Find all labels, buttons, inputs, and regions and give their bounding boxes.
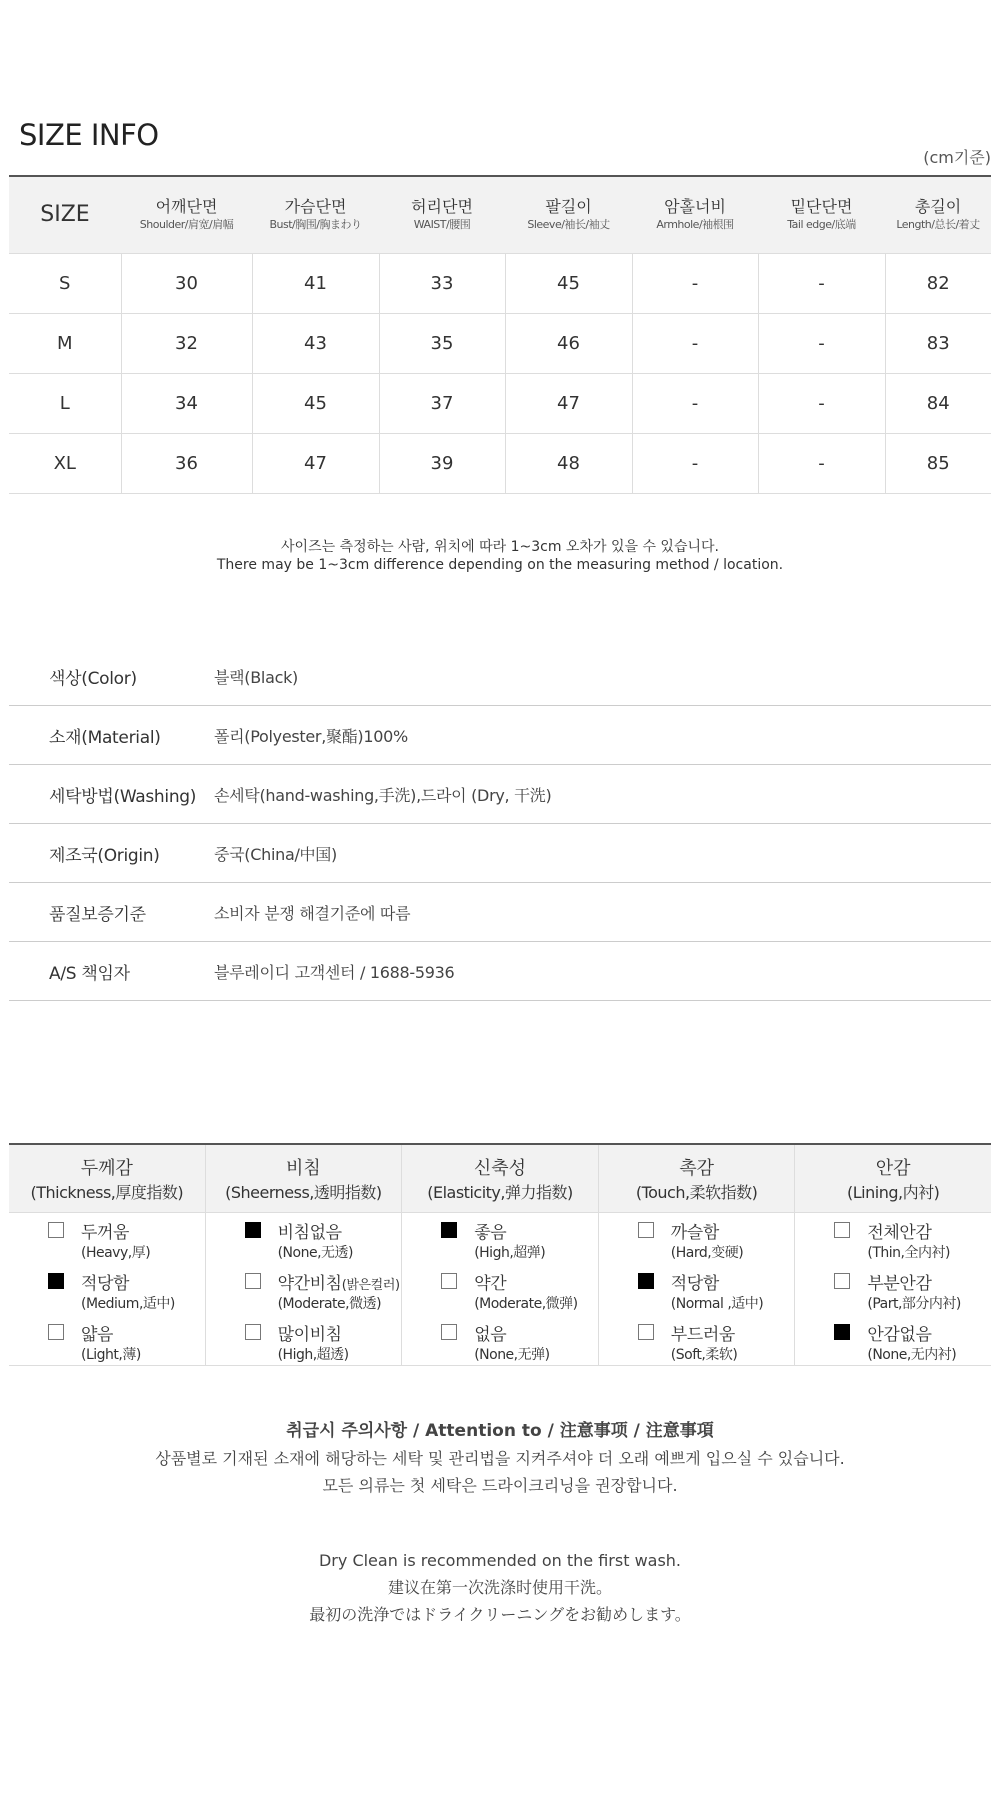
attr-option [9,1315,205,1366]
table-row [9,313,991,373]
info-row-washing [9,765,991,824]
option-sub: (High,超弹) [474,1245,546,1261]
checkbox-icon [245,1324,261,1340]
option-sub: (Thin,全内衬) [867,1245,950,1261]
attr-option [402,1264,598,1315]
fabric-attributes-table [9,1143,991,1366]
attr-col-lining [794,1213,991,1366]
size-table-header [9,176,991,253]
option-sub: (Normal ,适中) [670,1296,764,1312]
attr-option [9,1213,205,1264]
attr-option [402,1315,598,1366]
table-cell: - [632,313,758,373]
option-label: 안감없음 [867,1325,932,1345]
dry-clean-ja: 最初の洗浄ではドライクリーニングをお勧めします。 [309,1605,691,1624]
table-cell: - [632,253,758,313]
option-sub: (High,超透) [277,1347,349,1363]
measurement-note-ko: 사이즈는 측정하는 사람, 위치에 따라 1~3cm 오차가 있을 수 있습니다. [281,539,719,555]
header-size: SIZE [9,176,121,253]
attr-option [206,1264,402,1315]
table-cell: 34 [121,373,252,433]
checkbox-icon [441,1324,457,1340]
header-bust: 가슴단면 Bust/胸围/胸まわり [252,176,379,253]
dry-clean-note [0,1547,1000,1628]
option-label: 약간 [474,1274,507,1294]
attr-col-elasticity [401,1213,598,1366]
checkbox-icon [638,1222,654,1238]
option-sub: (Soft,柔软) [670,1347,738,1363]
info-key: 품질보증기준 [49,904,146,925]
info-row-origin [9,824,991,883]
dry-clean-en: Dry Clean is recommended on the first wash. [318,1551,682,1570]
attr-option [9,1264,205,1315]
header-length: 총길이 Length/总长/着丈 [885,176,991,253]
option-sub: (Light,薄) [81,1347,141,1363]
table-cell: - [632,433,758,493]
attr-header-touch: 촉감 (Touch,柔软指数) [598,1145,795,1212]
option-label: 좋음 [474,1223,507,1243]
info-key: 제조국(Origin) [49,845,160,866]
table-cell: 39 [379,433,505,493]
option-label: 많이비침 [277,1325,342,1345]
option-sub: (Medium,适中) [81,1296,175,1312]
attr-option [402,1213,598,1264]
option-label: 까슬함 [670,1223,719,1243]
table-cell: 45 [505,253,632,313]
table-cell: 30 [121,253,252,313]
info-key: A/S 책임자 [49,963,130,984]
table-cell: 33 [379,253,505,313]
option-label: 없음 [474,1325,507,1345]
attr-header-sheerness: 비침 (Sheerness,透明指数) [205,1145,402,1212]
header-waist: 허리단면 WAIST/腰围 [379,176,505,253]
table-cell: 47 [505,373,632,433]
dry-clean-zh: 建议在第一次洗涤时使用干洗。 [387,1578,612,1597]
attr-header-elasticity: 신축성 (Elasticity,弹力指数) [401,1145,598,1212]
table-cell: - [758,373,885,433]
option-label: 얇음 [81,1325,114,1345]
checkbox-icon [245,1273,261,1289]
measurement-note-en: There may be 1~3cm difference depending on the measuring method / location. [216,557,784,573]
attr-option [599,1213,795,1264]
table-row [9,253,991,313]
checkbox-icon [834,1222,850,1238]
table-cell: 37 [379,373,505,433]
checkbox-icon [48,1222,64,1238]
info-row-material [9,706,991,765]
info-value: 손세탁(hand-washing,手洗),드라이 (Dry, 干洗) [214,785,552,805]
care-heading: 취급시 주의사항 / Attention to / 注意事项 / 注意事項 [286,1421,714,1441]
attr-header-lining: 안감 (Lining,内衬) [794,1145,991,1212]
info-value: 중국(China/中国) [214,844,337,864]
size-info-title: SIZE INFO [19,118,159,152]
option-sub: (None,无内衬) [867,1347,957,1363]
care-line: 모든 의류는 첫 세탁은 드라이크리닝을 권장합니다. [322,1476,678,1495]
info-key: 색상(Color) [49,668,137,689]
info-row-as [9,942,991,1001]
info-value: 블루레이디 고객센터 / 1688-5936 [214,962,455,982]
table-cell: 43 [252,313,379,373]
table-cell: 32 [121,313,252,373]
table-cell: 47 [252,433,379,493]
attr-option [795,1315,991,1366]
option-label-note: (밝은컬러) [341,1278,400,1293]
option-sub: (Moderate,微透) [277,1296,382,1312]
option-label: 부분안감 [867,1274,932,1294]
care-instructions [0,1417,1000,1499]
option-sub: (Moderate,微弹) [474,1296,578,1312]
table-cell: 46 [505,313,632,373]
table-cell: - [758,433,885,493]
attr-col-touch [598,1213,795,1366]
header-tail-edge: 밑단단면 Tail edge/底端 [758,176,885,253]
checkbox-icon [834,1324,850,1340]
info-key: 세탁방법(Washing) [49,786,197,807]
product-info-list [9,647,991,1001]
attr-option [599,1264,795,1315]
care-line: 상품별로 기재된 소재에 해당하는 세탁 및 관리법을 지켜주셔야 더 오래 예쁘게 입으실 수 있습니다. [155,1449,845,1468]
option-label: 전체안감 [867,1223,932,1243]
checkbox-icon [441,1222,457,1238]
attr-option [795,1213,991,1264]
info-value: 소비자 분쟁 해결기준에 따름 [214,903,411,923]
attr-option [206,1213,402,1264]
option-label: 적당함 [81,1274,130,1294]
checkbox-icon [638,1273,654,1289]
unit-label: (cm기준) [923,148,991,167]
info-key: 소재(Material) [49,727,161,748]
info-value: 폴리(Polyester,聚酯)100% [214,726,408,746]
table-cell: 36 [121,433,252,493]
header-shoulder: 어깨단면 Shoulder/肩宽/肩幅 [121,176,252,253]
attr-header-thickness: 두께감 (Thickness,厚度指数) [30,1158,184,1202]
attr-option [599,1315,795,1366]
info-row-quality [9,883,991,942]
info-value: 블랙(Black) [214,667,298,687]
option-label: 부드러움 [670,1325,735,1345]
option-label: 약간비침(밝은컬러) [277,1274,400,1294]
table-cell: - [758,313,885,373]
table-cell: 41 [252,253,379,313]
measurement-note [0,538,1000,574]
table-row [9,373,991,433]
option-sub: (None,无透) [277,1245,353,1261]
table-cell: M [9,313,121,373]
table-cell: 45 [252,373,379,433]
option-sub: (Hard,变硬) [670,1245,744,1261]
header-armhole: 암홀너비 Armhole/袖根围 [632,176,758,253]
checkbox-icon [834,1273,850,1289]
attr-option [795,1264,991,1315]
attr-option [206,1315,402,1366]
table-cell: L [9,373,121,433]
checkbox-icon [441,1273,457,1289]
option-sub: (None,无弹) [474,1347,550,1363]
attr-col-thickness [9,1213,205,1366]
info-row-color [9,647,991,706]
table-cell: XL [9,433,121,493]
checkbox-icon [638,1324,654,1340]
option-label: 두꺼움 [81,1223,130,1243]
table-cell: - [758,253,885,313]
table-cell: S [9,253,121,313]
table-row [9,433,991,493]
checkbox-icon [48,1273,64,1289]
option-sub: (Part,部分内衬) [867,1296,961,1312]
option-sub: (Heavy,厚) [81,1245,151,1261]
checkbox-icon [48,1324,64,1340]
table-cell: - [632,373,758,433]
header-sleeve: 팔길이 Sleeve/袖长/袖丈 [505,176,632,253]
table-cell: 85 [885,433,991,493]
attributes-body [9,1213,991,1366]
table-cell: 82 [885,253,991,313]
table-cell: 35 [379,313,505,373]
option-label: 적당함 [670,1274,719,1294]
table-cell: 48 [505,433,632,493]
table-cell: 84 [885,373,991,433]
option-label: 비침없음 [277,1223,342,1243]
size-table [9,175,991,494]
attr-col-sheerness [205,1213,402,1366]
attributes-header [9,1145,991,1213]
table-cell: 83 [885,313,991,373]
checkbox-icon [245,1222,261,1238]
